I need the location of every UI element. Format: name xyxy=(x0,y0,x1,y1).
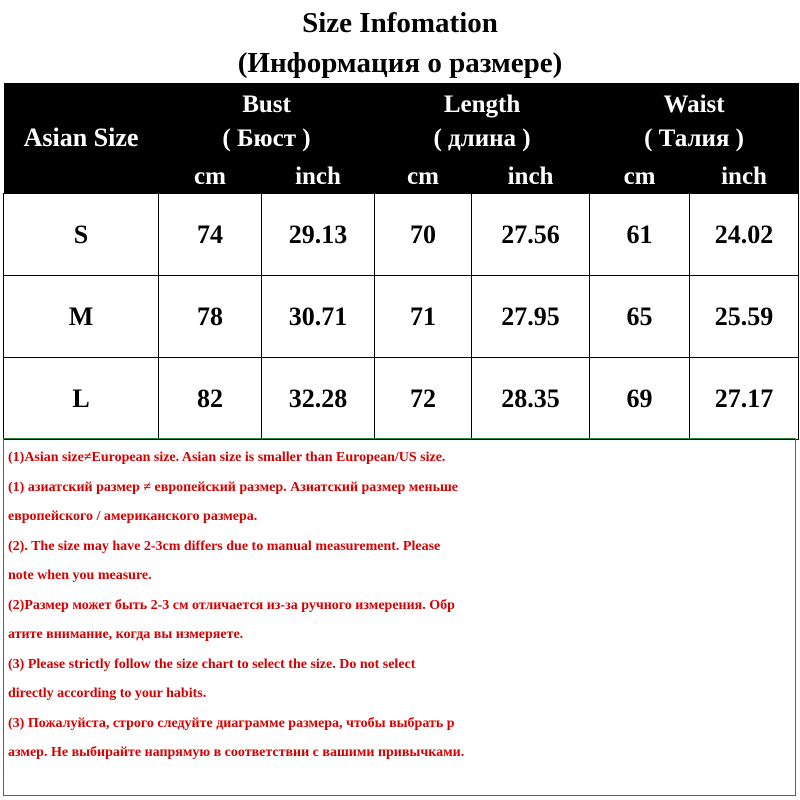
note-line: (1) азиатский размер ≠ европейский размер. Азиатский размер меньше xyxy=(8,479,459,495)
header-bust-ru: ( Бюст ) xyxy=(222,125,311,152)
note-line: (2)Размер может быть 2-3 см отличается из-за ручного измерения. Обр xyxy=(8,597,455,613)
size-label: M xyxy=(4,276,159,358)
header-waist xyxy=(590,83,799,161)
table-cell: 27.56 xyxy=(472,194,590,276)
header-length-ru: ( длина ) xyxy=(433,125,531,152)
table-row xyxy=(4,194,799,276)
table-cell: 28.35 xyxy=(472,358,590,440)
note-line: европейского / американского размера. xyxy=(8,509,258,524)
table-cell: 74 xyxy=(159,194,262,276)
size-table xyxy=(3,83,799,440)
table-cell: 71 xyxy=(375,276,472,358)
page-title: Size Infomation xyxy=(302,7,498,39)
table-cell: 29.13 xyxy=(262,194,375,276)
unit-header: inch xyxy=(262,161,375,194)
table-cell: 27.17 xyxy=(690,358,799,440)
unit-header: cm xyxy=(590,161,690,194)
table-row xyxy=(4,276,799,358)
table-cell: 30.71 xyxy=(262,276,375,358)
note-line: атите внимание, когда вы измеряете. xyxy=(8,627,244,642)
header-waist-en: Waist xyxy=(663,91,725,118)
table-cell: 72 xyxy=(375,358,472,440)
unit-header: inch xyxy=(472,161,590,194)
unit-header: inch xyxy=(690,161,799,194)
size-label: S xyxy=(4,194,159,276)
table-cell: 82 xyxy=(159,358,262,440)
table-cell: 65 xyxy=(590,276,690,358)
note-line: (3) Пожалуйста, строго следуйте диаграмме размера, чтобы выбрать р xyxy=(8,715,455,731)
header-bust xyxy=(159,83,375,161)
note-line: (2). The size may have 2-3cm differs due to manual measurement. Please xyxy=(8,538,441,554)
table-cell: 25.59 xyxy=(690,276,799,358)
unit-header: cm xyxy=(375,161,472,194)
note-line: (3) Please strictly follow the size chart to select the size. Do not select xyxy=(8,656,416,672)
page-subtitle: (Информация о размере) xyxy=(237,47,563,79)
header-length-en: Length xyxy=(443,91,521,118)
note-line: азмер. Не выбирайте напрямую в соответствии с вашими привычками. xyxy=(8,745,465,760)
size-label: L xyxy=(4,358,159,440)
table-cell: 61 xyxy=(590,194,690,276)
table-cell: 32.28 xyxy=(262,358,375,440)
table-cell: 69 xyxy=(590,358,690,440)
header-waist-ru: ( Талия ) xyxy=(644,125,744,152)
table-cell: 70 xyxy=(375,194,472,276)
notes-box xyxy=(3,438,796,796)
header-asian-size: Asian Size xyxy=(4,83,159,194)
table-cell: 27.95 xyxy=(472,276,590,358)
note-line: (1)Asian size≠European size. Asian size is smaller than European/US size. xyxy=(8,450,446,465)
note-line: directly according to your habits. xyxy=(8,686,207,701)
table-row xyxy=(4,358,799,440)
table-cell: 24.02 xyxy=(690,194,799,276)
table-cell: 78 xyxy=(159,276,262,358)
note-line: note when you measure. xyxy=(8,568,152,583)
header-length xyxy=(375,83,590,161)
unit-header: cm xyxy=(159,161,262,194)
header-bust-en: Bust xyxy=(242,91,291,118)
